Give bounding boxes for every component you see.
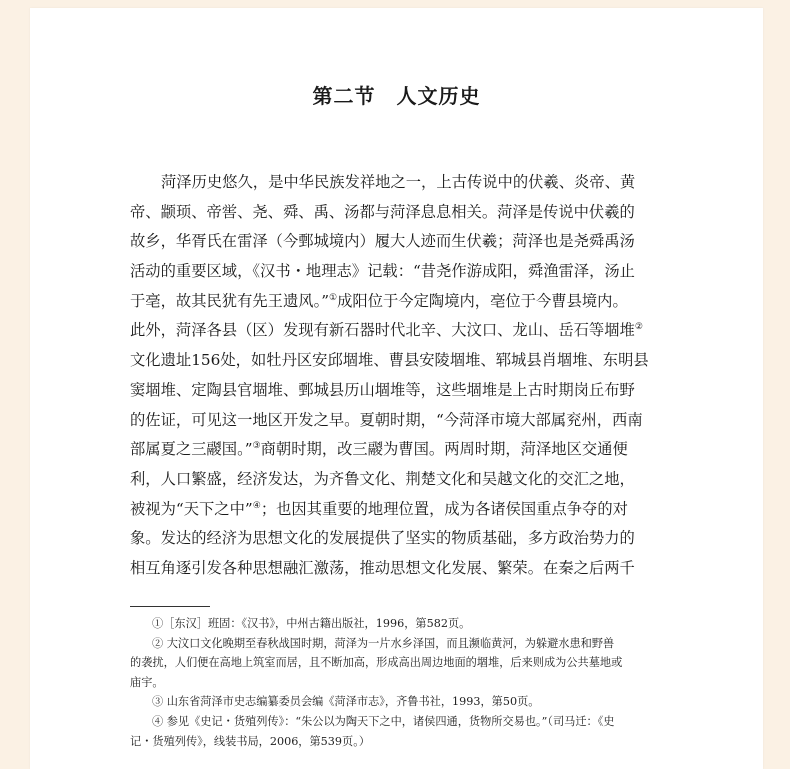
footnote-mark-3[interactable]: ③ [252,441,261,452]
footnote-mark-1[interactable]: ① [329,292,338,303]
footnote-mark-4[interactable]: ④ [252,500,261,511]
footnote-mark-2[interactable]: ② [634,322,643,333]
footnote-2-cont: 的袭扰，人们便在高地上筑室而居，且不断加高，形成高出周边地面的堌堆，后来则成为公共墓地或 [130,656,623,670]
text-segment: 于亳，故其民犹有先王遗风。” [130,291,330,310]
paragraph-line: 活动的重要区域，《汉书・地理志》记载：“昔尧作游成阳，舜渔雷泽，汤止 [130,262,635,281]
paragraph-line: 故乡，华胥氏在雷泽（今鄄城境内）履大人迹而生伏羲；菏泽也是尧舜禹汤 [130,232,635,251]
footnote-3: ③ 山东省菏泽市史志编纂委员会编《菏泽市志》，齐鲁书社，1993，第50页。 [152,695,540,709]
paragraph-line: 的佐证，可见这一地区开发之早。夏朝时期，“今菏泽市境大部属兖州，西南 [130,410,643,429]
paragraph-line: 菏泽历史悠久，是中华民族发祥地之一，上古传说中的伏羲、炎帝、黄 [161,173,636,191]
paragraph-line [130,316,675,346]
paragraph-line: 帝、颛顼、帝喾、尧、舜、禹、汤都与菏泽息息相关。菏泽是传说中伏羲的 [130,202,635,221]
main-paragraph [130,168,675,584]
paragraph-line: 象。发达的经济为思想文化的发展提供了坚实的物质基础，多方政治势力的 [130,529,635,548]
paragraph-line: 文化遗址156处，如牡丹区安邱堌堆、曹县安陵堌堆、郓城县肖堌堆、东明县 [130,351,649,370]
paragraph-line: 利，人口繁盛，经济发达，为齐鲁文化、荆楚文化和吴越文化的交汇之地， [130,469,635,488]
text-segment: 此外，菏泽各县（区）发现有新石器时代北辛、大汶口、龙山、岳石等堌堆 [130,321,635,340]
footnote-divider [130,606,210,607]
paragraph-line: 窦堌堆、定陶县官堌堆、鄄城县历山堌堆等，这些堌堆是上古时期岗丘布野 [130,380,635,399]
text-segment: 成阳位于今定陶境内，亳位于今曹县境内。 [337,291,628,310]
paragraph-line [130,287,675,317]
text-segment: 部属夏之三鬷国。” [130,440,253,459]
text-segment: ；也因其重要的地理位置，成为各诸侯国重点争夺的对 [260,499,628,518]
footnote-2: ② 大汶口文化晚期至春秋战国时期，菏泽为一片水乡泽国，而且濒临黄河，为躲避水患和野兽 [152,636,615,650]
footnote-4-cont: 记・货殖列传》，线装书局，2006，第539页。） [130,734,371,748]
footnote-1: ①［东汉］班固：《汉书》，中州古籍出版社，1996，第582页。 [152,617,471,630]
footnotes [130,614,676,751]
section-title: 第二节 人文历史 [312,84,481,108]
document-page [30,8,763,769]
footnote-4: ④ 参见《史记・货殖列传》：“朱公以为陶天下之中，诸侯四通，货物所交易也。”（司马迁：《史 [152,714,615,728]
paragraph-line [130,495,675,525]
footnote-2-cont: 庙宇。 [130,675,164,689]
paragraph-line [130,435,675,465]
paragraph-line: 相互角逐引发各种思想融汇激荡，推动思想文化发展、繁荣。在秦之后两千 [130,558,635,577]
text-segment: 商朝时期，改三鬷为曹国。两周时期，菏泽地区交通便 [260,440,628,459]
text-segment: 被视为“天下之中” [130,499,253,518]
